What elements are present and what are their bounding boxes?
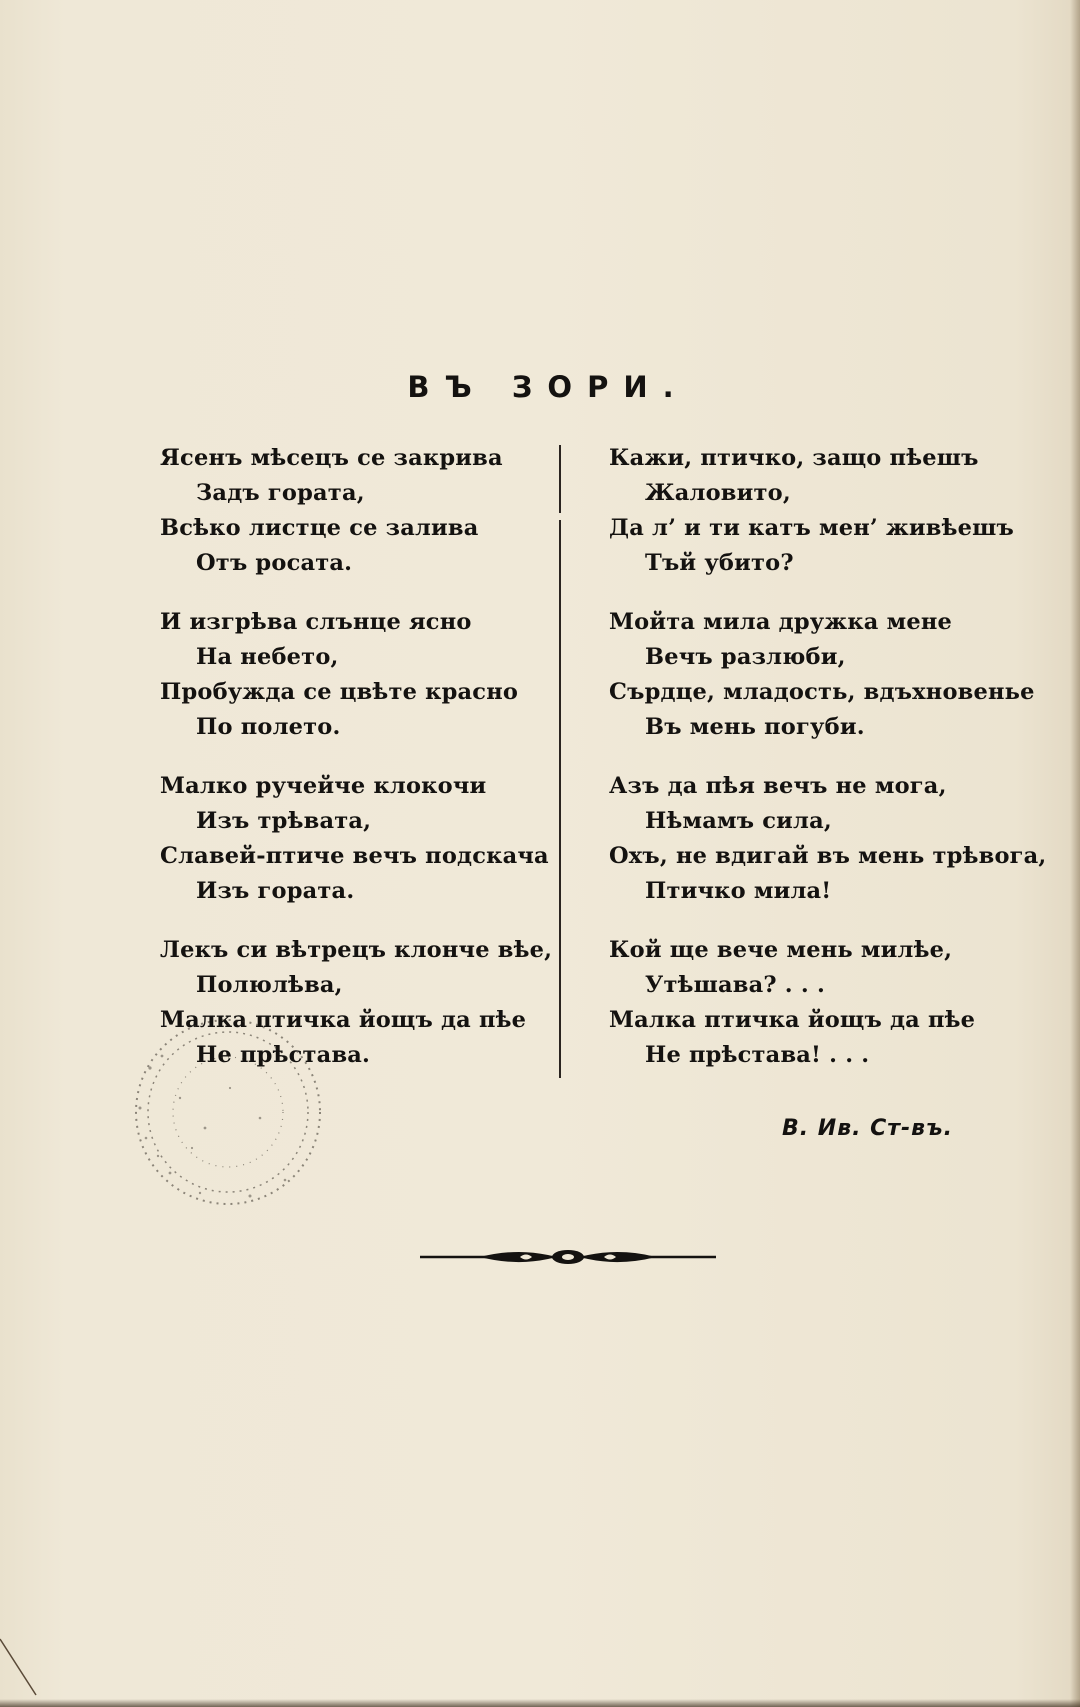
column-divider-top [559,445,561,513]
verse-line: Птичко мила! [645,878,832,904]
page-corner-crease [0,1629,40,1699]
verse-line: И изгрѣва слънце ясно [160,609,472,635]
faded-stamp [110,1008,340,1218]
verse-line: Сърдце, младость, вдъхновенье [609,679,1035,705]
verse-line: Малка птичка йощъ да пѣе [160,1007,527,1033]
stanza [609,605,1046,745]
verse-line: Полюлѣва, [196,972,343,998]
verse-line: Всѣко листце се залива [160,515,479,541]
left-column [160,441,552,1097]
ornamental-rule [420,1244,716,1270]
verse-line: Ясенъ мѣсецъ се закрива [160,445,503,471]
verse-line: Азъ да пѣя вечъ не мога, [609,773,947,799]
verse-line: Задъ гората, [196,480,365,506]
stanza [160,769,552,909]
page-bottom-edge [0,1699,1080,1707]
verse-line: Нѣмамъ сила, [645,808,832,834]
verse-line: Изъ гората. [196,878,355,904]
verse-line: Тъй убито? [645,550,794,576]
verse-line: Да л’ и ти катъ мен’ живѣешъ [609,515,1015,541]
verse-line: Охъ, не вдигай въ мень трѣвога, [609,843,1047,869]
verse-line: Малка птичка йощъ да пѣе [609,1007,976,1033]
verse-line: Мойта мила дружка мене [609,609,953,635]
verse-line: Жаловито, [645,480,791,506]
verse-line: На небето, [196,644,339,670]
verse-line: Утѣшава? . . . [645,972,825,998]
verse-line: Не прѣстава. [196,1042,371,1068]
verse-line: Не прѣстава! . . . [645,1042,870,1068]
verse-line: Кажи, птичко, защо пѣешъ [609,445,979,471]
verse-line: Славей-птиче вечъ подскача [160,843,549,869]
verse-line: По полето. [196,714,341,740]
verse-line: Кой ще вече мень милѣе, [609,937,953,963]
stanza [609,769,1046,909]
poem-title: ВЪ ЗОРИ. [407,370,689,404]
right-column [609,441,1046,1097]
stanza [609,933,1046,1073]
stanza [160,441,552,581]
verse-line: Отъ росата. [196,550,353,576]
verse-line: Въ мень погуби. [645,714,865,740]
author-signature: В. Ив. Ст-въ. [782,1116,953,1141]
verse-line: Пробужда се цвѣте красно [160,679,519,705]
verse-line: Лекъ си вѣтрецъ клонче вѣе, [160,937,553,963]
verse-line: Изъ трѣвата, [196,808,372,834]
page-edge-shadow [1070,0,1080,1707]
stanza [609,441,1046,581]
stanza [160,605,552,745]
verse-line: Вечъ разлюби, [645,644,846,670]
verse-line: Малко ручейче клокочи [160,773,487,799]
column-divider [559,520,561,1078]
